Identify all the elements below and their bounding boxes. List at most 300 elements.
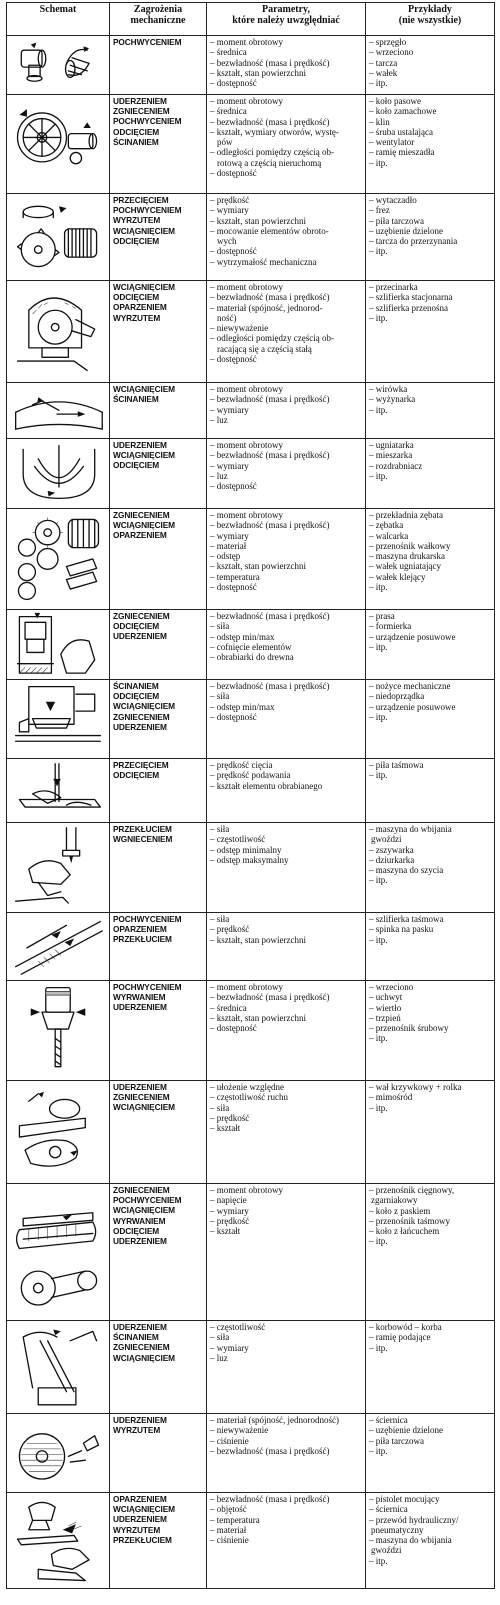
hazard-item: POCHWYCENIEM — [113, 205, 182, 216]
hazards-cell — [110, 509, 207, 610]
hazard-item: POCHWYCENIEM — [113, 1195, 182, 1206]
handwheel-spokes-icon — [10, 96, 106, 187]
parameters-cell — [207, 1493, 366, 1589]
parameter-item: – temperatura — [210, 571, 260, 582]
parameter-item: wych — [217, 236, 237, 247]
table-header-row — [7, 3, 495, 36]
header-zagrozenia-line-1: Zagrożenia — [133, 4, 183, 15]
example-item: gwoździ — [371, 834, 402, 845]
parameter-item: – objętość — [210, 1504, 247, 1515]
example-item: – prasa — [369, 611, 395, 621]
examples-cell — [366, 680, 495, 759]
crank-linkage-icon — [10, 1322, 106, 1408]
parameter-item: – moment obrotowy — [210, 37, 283, 47]
parameter-item: – odstęp min/max — [210, 631, 275, 642]
example-item: – szlifierka przenośna — [369, 302, 448, 313]
table-row — [7, 610, 495, 680]
parameters-cell — [207, 823, 366, 913]
parameter-item: – moment obrotowy — [210, 282, 283, 292]
schemat-cell — [7, 1414, 110, 1493]
example-item: – wałek ugniatający — [369, 561, 441, 572]
parameter-item: – bezwładność (masa i prędkość) — [210, 57, 330, 68]
parameter-item: – średnica — [210, 106, 247, 117]
parameter-item: – bezwładność (masa i prędkość) — [210, 116, 330, 127]
parameter-item: – siła — [210, 621, 230, 632]
parameter-item: – częstotliwość — [210, 1322, 266, 1332]
schemat-cell — [7, 383, 110, 439]
example-item: – uzębienie dzielone — [369, 225, 443, 236]
example-item: – itp. — [369, 404, 388, 415]
example-item: – itp. — [369, 711, 388, 722]
example-item: – urządzenie posuwowe — [369, 701, 456, 712]
hazard-item: UDERZENIEM — [113, 1082, 167, 1092]
parameter-item: – wymiary — [210, 460, 249, 471]
hazards-cell — [110, 1493, 207, 1589]
example-item: – itp. — [369, 582, 388, 593]
hazard-item: ZGNIECENIEM — [113, 106, 170, 117]
parameter-item: – wymiary — [210, 404, 249, 415]
example-item: – wał krzywkowy + rolka — [369, 1082, 462, 1092]
drum-nip-icon — [10, 384, 106, 435]
hazard-item: WCIĄGNIĘCIEM — [113, 225, 175, 236]
parameter-item: – siła — [210, 1102, 230, 1113]
belt-sander-icon — [10, 914, 106, 976]
schemat-cell — [7, 1081, 110, 1184]
parameters-cell — [207, 1414, 366, 1493]
example-item: – piła tarczowa — [369, 215, 424, 226]
schemat-cell — [7, 981, 110, 1081]
schemat-cell — [7, 1493, 110, 1589]
hazard-item: ODCIĘCIEM — [113, 126, 160, 137]
hazard-item: POCHWYCENIEM — [113, 914, 182, 924]
hazard-item: WCIĄGNIĘCIEM — [113, 450, 175, 461]
hazard-item: OPARZENIEM — [113, 530, 167, 541]
example-item: – wrzeciono — [369, 47, 414, 58]
example-item: – maszyna do wbijania — [369, 1535, 452, 1546]
parameter-item: – prędkość — [210, 924, 250, 935]
press-ram-icon — [10, 611, 106, 675]
hazard-item: OPARZENIEM — [113, 1494, 167, 1504]
example-item: – wałek — [369, 67, 398, 78]
hazard-item: OPARZENIEM — [113, 302, 167, 313]
header-parametry — [207, 3, 366, 36]
hazard-item: ZGNIECENIEM — [113, 1342, 170, 1353]
example-item: – itp. — [369, 1236, 388, 1247]
parameter-item: – materiał (spójność, jednorod- — [210, 302, 323, 313]
parameter-item: – odstęp min/max — [210, 701, 275, 712]
parameter-item: – kształt, stan powierzchni — [210, 67, 306, 78]
hazard-item: PRZEKŁUCIEM — [113, 824, 172, 834]
example-item: – walcarka — [369, 530, 409, 541]
table-body — [7, 36, 495, 1589]
table-row — [7, 913, 495, 981]
table-row — [7, 680, 495, 759]
parameter-item: – niewyważenie — [210, 1425, 269, 1436]
parameter-item: – ułożenie względne — [210, 1082, 284, 1092]
parameter-item: pów — [217, 137, 233, 148]
parameter-item: racającą się a częścią stałą — [217, 343, 312, 354]
table-row — [7, 1184, 495, 1321]
parameters-cell — [207, 281, 366, 383]
parameter-item: – ciśnienie — [210, 1435, 249, 1446]
example-item: – spinka na pasku — [369, 924, 434, 935]
hazard-item: WCIĄGNIĘCIEM — [113, 1205, 175, 1216]
parameter-item: – dostępność — [210, 582, 257, 593]
table-row — [7, 95, 495, 194]
parameter-item: – prędkość — [210, 1112, 250, 1123]
parameter-item: – prędkość cięcia — [210, 760, 273, 770]
hazard-item: ODCIĘCIEM — [113, 460, 160, 471]
example-item: – itp. — [369, 246, 388, 257]
parameters-cell — [207, 680, 366, 759]
hazards-cell — [110, 610, 207, 680]
example-item: – trzpień — [369, 1012, 401, 1023]
grinder-guard-icon — [10, 282, 106, 376]
table-row — [7, 1493, 495, 1589]
hazard-item: WYRWANIEM — [113, 1215, 166, 1226]
example-item: pneumatyczny — [371, 1524, 424, 1535]
parameter-item: – luz — [210, 1352, 228, 1363]
nailer-needle-icon — [10, 824, 106, 907]
example-item: – przekładnia zębata — [369, 510, 443, 520]
schemat-cell — [7, 439, 110, 509]
examples-cell — [366, 1081, 495, 1184]
hazards-cell — [110, 823, 207, 913]
parameter-item: – kształt, stan powierzchni — [210, 561, 306, 572]
examples-cell — [366, 1414, 495, 1493]
example-item: – śruba ustalająca — [369, 126, 433, 137]
parameter-item: – odstęp minimalny — [210, 844, 282, 855]
hazards-cell — [110, 383, 207, 439]
parameter-item: – ciśnienie — [210, 1535, 249, 1546]
parameter-item: – dostępność — [210, 246, 257, 257]
hazard-item: POCHWYCENIEM — [113, 982, 182, 992]
hazard-item: WYRWANIEM — [113, 992, 166, 1003]
parameter-item: – siła — [210, 1332, 230, 1343]
examples-cell — [366, 281, 495, 383]
example-item: – ramię podające — [369, 1332, 431, 1343]
hazard-item: UDERZENIEM — [113, 1002, 167, 1013]
hazards-cell — [110, 1321, 207, 1414]
header-przyklady — [366, 3, 495, 36]
hazard-item: ZGNIECENIEM — [113, 711, 170, 722]
example-item: – itp. — [369, 641, 388, 652]
parameter-item: – luz — [210, 470, 228, 481]
hazard-item: ODCIĘCIEM — [113, 691, 160, 702]
parameters-cell — [207, 1321, 366, 1414]
examples-cell — [366, 1184, 495, 1321]
table-row — [7, 981, 495, 1081]
hazard-item: UDERZENIEM — [113, 440, 167, 450]
parameter-item: – dostępność — [210, 78, 257, 89]
example-item: – nożyce mechaniczne — [369, 681, 451, 691]
rotating-shaft-coupling-icon — [10, 37, 106, 91]
example-item: – itp. — [369, 1342, 388, 1353]
parameter-item: – kształt elementu obrabianego — [210, 780, 323, 791]
parameter-item: – odstęp — [210, 551, 241, 562]
schemat-cell — [7, 1184, 110, 1321]
table-row — [7, 1321, 495, 1414]
schemat-cell — [7, 509, 110, 610]
hazard-item: PRZECIĘCIEM — [113, 760, 169, 770]
parameter-item: – bezwładność (masa i prędkość) — [210, 394, 330, 405]
parameter-item: – moment obrotowy — [210, 440, 283, 450]
hazard-item: ODCIĘCIEM — [113, 1225, 160, 1236]
hazards-cell — [110, 439, 207, 509]
parameter-item: – cofnięcie elementów — [210, 641, 292, 652]
hazard-item: WGNIECENIEM — [113, 834, 173, 845]
example-item: zgarniakowy — [371, 1195, 418, 1206]
table-row — [7, 194, 495, 281]
hazard-item: UDERZENIEM — [113, 1322, 167, 1332]
example-item: – przenośnik śrubowy — [369, 1023, 449, 1034]
table-row — [7, 509, 495, 610]
example-item: – mieszarka — [369, 450, 413, 461]
example-item: – klin — [369, 116, 390, 127]
shear-blade-icon — [10, 681, 106, 753]
parameter-item: – siła — [210, 914, 230, 924]
example-item: – itp. — [369, 470, 388, 481]
hazard-item: PRZEKŁUCIEM — [113, 1534, 172, 1545]
example-item: – przenośnik wałkowy — [369, 540, 451, 551]
parameters-cell — [207, 95, 366, 194]
example-item: – mimośród — [369, 1092, 413, 1103]
parameter-item: – mocowanie elementów obroto- — [210, 225, 329, 236]
parameter-item: – kształt, stan powierzchni — [210, 1012, 306, 1023]
example-item: – przecinarka — [369, 282, 418, 292]
parameter-item: – dostępność — [210, 481, 257, 492]
header-parametry-line-2: które należy uwzględniać — [232, 15, 340, 26]
example-item: – zębatka — [369, 520, 404, 531]
examples-cell — [366, 823, 495, 913]
milling-cutter-saw-icon — [10, 195, 106, 275]
parameter-item: – materiał — [210, 1524, 247, 1535]
examples-cell — [366, 1493, 495, 1589]
parameter-item: – moment obrotowy — [210, 510, 283, 520]
example-item: – koło pasowe — [369, 96, 421, 106]
parameter-item: – wymiary — [210, 530, 249, 541]
hazard-item: UDERZENIEM — [113, 1415, 167, 1425]
example-item: – ściernica — [369, 1415, 408, 1425]
schemat-cell — [7, 95, 110, 194]
parameter-item: – odległości pomiędzy częścią ob- — [210, 147, 334, 158]
parameter-item: – luz — [210, 414, 228, 425]
parameter-item: – moment obrotowy — [210, 384, 283, 394]
example-item: – zszywarka — [369, 844, 414, 855]
example-item: – piła taśmowa — [369, 760, 424, 770]
parameters-cell — [207, 36, 366, 95]
example-item: – wyżynarka — [369, 394, 416, 405]
example-item: – niedoprządka — [369, 691, 425, 702]
hazard-item: WCIĄGNIĘCIEM — [113, 384, 175, 394]
cam-eccentric-icon — [10, 1082, 106, 1177]
schemat-cell — [7, 194, 110, 281]
hazards-cell — [110, 913, 207, 981]
abrasive-disc-fragments-icon — [10, 1415, 106, 1487]
hazards-cell — [110, 680, 207, 759]
example-item: – itp. — [369, 934, 388, 945]
parameter-item: – kształt, wymiary otworów, wystę- — [210, 126, 339, 137]
example-item: – itp. — [369, 312, 388, 323]
table-row — [7, 36, 495, 95]
hazard-item: ODCIĘCIEM — [113, 770, 160, 781]
parameters-cell — [207, 383, 366, 439]
hazard-item: ŚCINANIEM — [113, 136, 159, 147]
example-item: – koło zamachowe — [369, 106, 437, 117]
parameter-item: – prędkość — [210, 195, 250, 205]
examples-cell — [366, 759, 495, 823]
example-item: – maszyna do wbijania — [369, 824, 452, 834]
parameter-item: – moment obrotowy — [210, 982, 283, 992]
table-row — [7, 759, 495, 823]
hazard-item: ŚCINANIEM — [113, 681, 159, 691]
parameter-item: ność) — [217, 312, 237, 323]
hazard-item: WCIĄGNIĘCIEM — [113, 1102, 175, 1113]
hazard-item: ZGNIECENIEM — [113, 1092, 170, 1103]
power-tool-jet-icon — [10, 1494, 106, 1582]
parameters-cell — [207, 913, 366, 981]
parameter-item: – siła — [210, 691, 230, 702]
hazard-item: OPARZENIEM — [113, 924, 167, 935]
parameter-item: rotową a częścią nieruchomą — [217, 157, 322, 168]
hazard-item: POCHWYCENIEM — [113, 37, 182, 47]
hazards-cell — [110, 1184, 207, 1321]
hazards-cell — [110, 194, 207, 281]
hazard-item: UDERZENIEM — [113, 96, 167, 106]
example-item: – uchwyt — [369, 992, 403, 1003]
examples-cell — [366, 1321, 495, 1414]
hazard-item: ŚCINANIEM — [113, 394, 159, 405]
hazards-cell — [110, 95, 207, 194]
parameter-item: – prędkość podawania — [210, 770, 291, 781]
hazard-item: ZGNIECENIEM — [113, 611, 170, 621]
hazard-item: WCIĄGNIĘCIEM — [113, 520, 175, 531]
schemat-cell — [7, 281, 110, 383]
schemat-cell — [7, 1321, 110, 1414]
example-item: – itp. — [369, 1445, 388, 1456]
parameters-cell — [207, 759, 366, 823]
parameter-item: – kształt — [210, 1226, 241, 1237]
hazard-item: UDERZENIEM — [113, 721, 167, 732]
example-item: – rozdrabniacz — [369, 460, 423, 471]
example-item: – itp. — [369, 157, 388, 168]
examples-cell — [366, 439, 495, 509]
hazard-item: UDERZENIEM — [113, 1236, 167, 1247]
table-row — [7, 281, 495, 383]
example-item: – ramię mieszadła — [369, 147, 435, 158]
parameter-item: – wymiary — [210, 1205, 249, 1216]
example-item: – wirówka — [369, 384, 408, 394]
parameter-item: – kształt, stan powierzchni — [210, 215, 306, 226]
parameter-item: – częstotliwość ruchu — [210, 1092, 288, 1103]
parameter-item: – średnica — [210, 1002, 247, 1013]
mixer-paddle-icon — [10, 440, 106, 504]
examples-cell — [366, 913, 495, 981]
parameter-item: – odstęp maksymalny — [210, 854, 289, 865]
parameter-item: – średnica — [210, 47, 247, 58]
example-item: – przenośnik taśmowy — [369, 1215, 450, 1226]
example-item: – tarcza do przerzynania — [369, 236, 458, 247]
example-item: – wytaczadło — [369, 195, 417, 205]
hazard-item: POCHWYCENIEM — [113, 116, 182, 127]
hazard-item: PRZECIĘCIEM — [113, 195, 169, 205]
example-item: – ugniatarka — [369, 440, 414, 450]
parameter-item: – bezwładność (masa i prędkość) — [210, 450, 330, 461]
parameter-item: – kształt — [210, 1123, 241, 1134]
example-item: – przenośnik cięgnowy, — [369, 1185, 455, 1195]
parameter-item: – bezwładność (masa i prędkość) — [210, 992, 330, 1003]
parameter-item: – bezwładność (masa i prędkość) — [210, 681, 330, 691]
example-item: – ściernica — [369, 1504, 408, 1515]
example-item: – uzębienie dzielone — [369, 1425, 443, 1436]
parameter-item: – dostępność — [210, 1023, 257, 1034]
parameters-cell — [207, 509, 366, 610]
parameter-item: – prędkość — [210, 1215, 250, 1226]
header-przyklady-line-2: (nie wszystkie) — [398, 15, 462, 26]
parameter-item: – dostępność — [210, 354, 257, 365]
parameter-item: – kształt, stan powierzchni — [210, 934, 306, 945]
example-item: – itp. — [369, 1102, 388, 1113]
example-item: – koło z łańcuchem — [369, 1226, 440, 1237]
hazard-item: ZGNIECENIEM — [113, 1185, 170, 1195]
parameters-cell — [207, 194, 366, 281]
hazards-cell — [110, 1414, 207, 1493]
hazard-item: PRZEKŁUCIEM — [113, 934, 172, 945]
parameter-item: – bezwładność (masa i prędkość) — [210, 1445, 330, 1456]
hazard-item: WCIĄGNIĘCIEM — [113, 701, 175, 712]
example-item: – maszyna do szycia — [369, 865, 444, 876]
parameters-cell — [207, 1081, 366, 1184]
examples-cell — [366, 95, 495, 194]
table-row — [7, 439, 495, 509]
examples-cell — [366, 194, 495, 281]
example-item: – itp. — [369, 770, 388, 781]
table-row — [7, 383, 495, 439]
example-item: – pistolet mocujący — [369, 1494, 440, 1504]
hazards-cell — [110, 1081, 207, 1184]
example-item: – tarcza — [369, 57, 398, 68]
header-zagrozenia — [110, 3, 207, 36]
parameters-cell — [207, 981, 366, 1081]
example-item: – szlifierka taśmowa — [369, 914, 444, 924]
hazard-item: WYRZUTEM — [113, 215, 161, 226]
hazard-item: ODCIĘCIEM — [113, 621, 160, 632]
hazards-cell — [110, 36, 207, 95]
hazard-item: WCIĄGNIĘCIEM — [113, 282, 175, 292]
example-item: – wrzeciono — [369, 982, 414, 992]
table-row — [7, 1081, 495, 1184]
example-item: – itp. — [369, 1555, 388, 1566]
parameter-item: – bezwładność (masa i prędkość) — [210, 1494, 330, 1504]
parameter-item: – moment obrotowy — [210, 96, 283, 106]
schemat-cell — [7, 36, 110, 95]
schemat-cell — [7, 913, 110, 981]
example-item: – koło z paskiem — [369, 1205, 431, 1216]
example-item: – itp. — [369, 1033, 388, 1044]
hazard-item: ŚCINANIEM — [113, 1332, 159, 1343]
parameter-item: – odległości pomiędzy częścią ob- — [210, 333, 334, 344]
examples-cell — [366, 383, 495, 439]
table-row — [7, 1414, 495, 1493]
example-item: gwoździ — [371, 1545, 402, 1556]
hazards-cell — [110, 281, 207, 383]
drill-chuck-icon — [10, 982, 106, 1074]
parameter-item: – dostępność — [210, 711, 257, 722]
example-item: – dziurkarka — [369, 854, 415, 865]
header-przyklady-line-1: Przykłady — [408, 4, 452, 15]
schemat-cell — [7, 823, 110, 913]
conveyor-belt-icon — [10, 1185, 106, 1312]
